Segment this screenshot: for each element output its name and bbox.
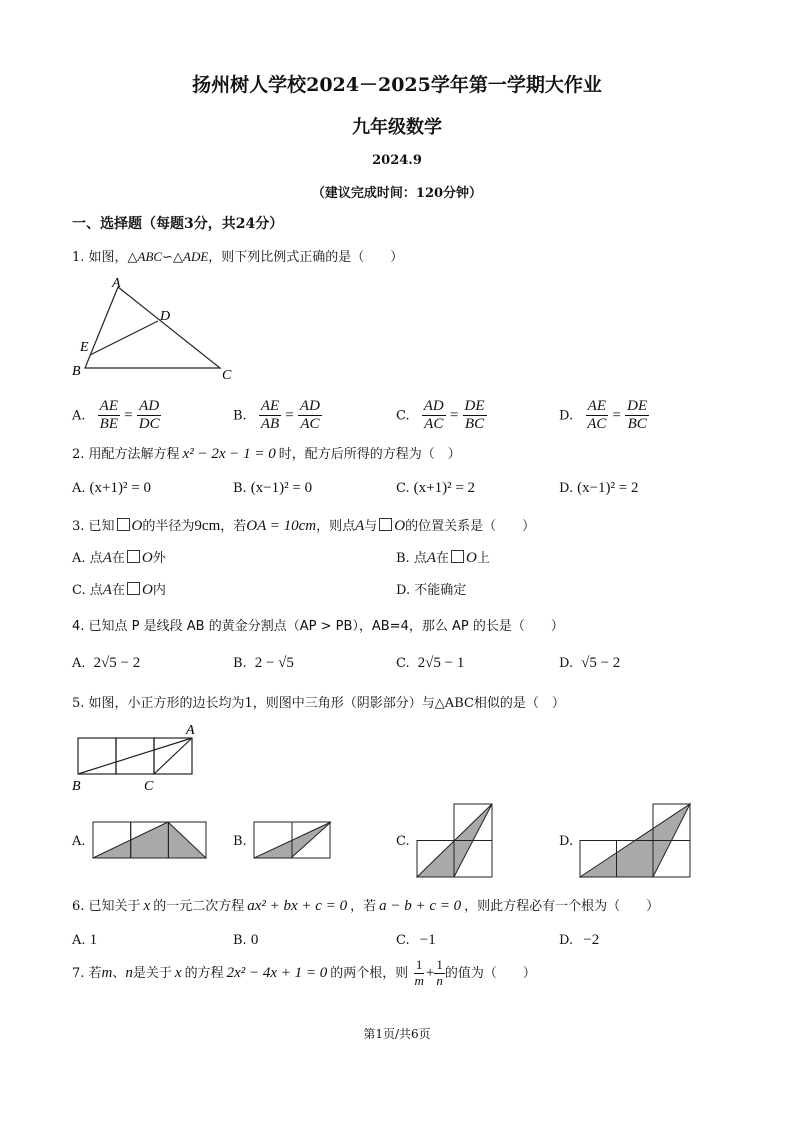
label-a: A [186,723,195,738]
q6-option-b[interactable] [233,932,258,949]
option-label: D. [559,481,574,496]
q1-ade: ADE [183,249,209,264]
frac-num: AE [586,398,608,416]
option-point: A [102,550,112,566]
option-text: 外 [152,551,166,566]
q1-option-d[interactable]: D. $\frac{AE}{AC}$ = $\frac{DE}{BC}$ [559,398,648,433]
section-title: 一、选择题（每题3分，共24分） [72,216,284,232]
q3-option-d[interactable] [396,579,466,598]
q7-text-d: 的两个根，则 [330,965,409,981]
frac-num: DE [625,398,649,416]
q7-text-a: 7. 若 [72,965,102,981]
exam-date: 2024.9 [372,153,422,168]
label-a: A [112,276,121,291]
label-d: D [160,309,171,324]
q2-option-d[interactable] [559,480,639,497]
q5-option-d-figure[interactable] [579,802,693,880]
q7-equation: 2x² − 4x + 1 = 0 [226,964,328,981]
option-label: C. [396,408,410,424]
frac-num: AE [259,398,281,416]
q3-text-f: 的位置关系是（ ） [405,519,536,534]
frac-den: DC [138,416,160,433]
q5-option-d-label[interactable]: D. [559,834,574,849]
subject-title: 九年级数学 [352,117,442,138]
q7-text-e: 的值为（ ） [444,965,536,981]
option-label: C. [72,583,86,598]
q3-option-b[interactable] [396,547,490,567]
label-e: E [80,340,89,355]
option-label: D. [559,408,574,424]
option-value: 2 − √5 [254,655,294,671]
page-footer: 第1页/共6页 [363,1027,431,1041]
q6-option-c[interactable] [396,932,436,949]
option-point: A [426,550,437,566]
frac-num: DE [463,398,487,416]
option-text: 点 [89,551,103,566]
question-4: 4. 已知点 P 是线段 AB 的黄金分割点（AP > PB），AB=4，那么 AP 的长是（ ） [72,619,564,634]
q6-text-a: 6. 已知关于 [72,899,141,914]
option-label: B. [233,481,247,496]
option-point: A [102,582,112,598]
q2-option-c[interactable] [396,480,475,497]
q7-sep: 、 [112,965,126,981]
option-value: 0 [250,932,259,948]
option-o: O [466,550,477,566]
q4-option-a[interactable] [72,655,140,672]
frac-den: BE [99,416,118,433]
frac-den: BC [464,416,485,433]
question-6 [72,895,659,915]
option-value: 1 [89,932,98,948]
option-label: C. [396,481,410,496]
q3-o: O [131,518,143,534]
option-value: √5 − 2 [581,655,621,671]
option-label: D. [559,656,574,671]
option-value: −1 [419,932,436,948]
segment-de [90,321,158,355]
frac-den: BC [627,416,647,433]
q3-o: O [394,518,406,534]
label-c: C [222,368,232,383]
q4-option-c[interactable] [396,655,464,672]
frac-den: m [414,972,424,988]
q3-option-a[interactable] [72,547,166,567]
q1-option-a[interactable]: A. $\frac{AE}{BE}$ = $\frac{AD}{DC}$ [72,398,160,433]
option-text: 点 [89,583,103,598]
option-label: C. [396,656,410,671]
q1-sim: ∽△ [162,250,183,265]
option-label: B. [233,408,247,424]
q2-text-a: 2. 用配方法解方程 [72,447,180,462]
q3-option-c[interactable] [72,579,166,599]
q7-text-c: 的方程 [184,965,224,981]
q6-text-b: 的一元二次方程 [153,899,245,914]
q1-option-b[interactable]: B. $\frac{AE}{AB}$ = $\frac{AD}{AC}$ [233,398,320,433]
q3-text-c: ，若 [220,519,247,534]
option-label: A. [72,551,86,566]
q5-option-a-label[interactable]: A. [72,834,86,849]
frac-num: AE [98,398,120,416]
label-b: B [72,364,81,379]
q7-m: m [101,964,113,981]
question-1 [72,246,403,265]
option-o: O [141,550,153,566]
label-c: C [144,779,154,794]
q7-plus: + [425,964,435,981]
q6-text-c: ，若 [350,899,377,914]
q2-option-a[interactable] [72,480,151,497]
q5-option-b-figure[interactable] [253,820,333,860]
option-label: B. [233,933,247,948]
q1-abc: ABC [137,249,163,264]
frac-num: AD [422,398,446,416]
q5-option-c-label[interactable]: C. [396,834,410,849]
q2-text-b: 时，配方后所得的方程为（ ） [278,447,461,462]
q3-text-a: 3. 已知 [72,519,115,534]
option-value: (x+1)² = 0 [89,480,151,496]
q3-text-b: 的半径为 [142,519,195,534]
q4-option-b[interactable] [233,655,294,672]
q3-oa: OA = 10cm [246,518,317,534]
q7-text-b: 是关于 [132,965,172,981]
option-text: 点 [413,551,427,566]
option-value: (x−1)² = 2 [577,480,639,496]
q2-option-b[interactable] [233,480,312,497]
option-label: A. [72,481,86,496]
option-value: (x−1)² = 0 [250,480,313,496]
exam-title: 扬州树人学校2024－2025学年第一学期大作业 [192,74,602,96]
q2-equation: x² − 2x − 1 = 0 [182,446,276,462]
q6-text-d: ，则此方程必有一个根为（ ） [464,899,660,914]
option-value: −2 [583,932,600,948]
q1-text-b: ，则下列比例式正确的是（ ） [208,250,404,265]
q6-x: x [143,898,151,914]
q1-option-c[interactable]: C. $\frac{AD}{AC}$ = $\frac{DE}{BC}$ [396,398,485,433]
q3-radius: 9cm [194,518,221,534]
frac-den: AB [260,416,280,433]
circle-symbol-icon [451,550,464,563]
question-3 [72,515,535,535]
q7-x: x [174,964,182,981]
frac-num: AD [137,398,161,416]
question-7 [72,958,536,989]
label-b: B [72,779,81,794]
option-label: D. [396,583,411,598]
q1-triangle-figure [70,275,250,385]
q5-main-figure [70,720,210,795]
option-value: 2√5 − 2 [93,655,141,671]
q3-a: A [355,518,365,534]
option-label: A. [72,408,86,424]
frac-den: n [436,972,443,988]
q4-option-d[interactable] [559,655,620,672]
option-label: D. [559,933,574,948]
q1-text-a: 1. 如图，△ [72,250,138,265]
q7-n: n [125,964,133,981]
option-value: (x+1)² = 2 [413,480,476,496]
time-note: （建议完成时间：120分钟） [311,186,483,201]
frac-den: AC [300,416,320,433]
circle-symbol-icon [379,518,392,531]
circle-symbol-icon [127,550,140,563]
option-text: 在 [111,551,125,566]
q6-condition: a − b + c = 0 [379,898,462,914]
circle-symbol-icon [127,582,140,595]
frac-den: AC [424,416,444,433]
option-value: 2√5 − 1 [417,655,465,671]
question-2 [72,443,461,463]
option-text: 不能确定 [414,583,467,598]
option-label: A. [72,656,86,671]
option-text: 在 [436,551,450,566]
option-o: O [141,582,153,598]
triangle-abc [85,287,220,368]
q5-option-c-figure[interactable] [416,802,496,880]
q6-option-a[interactable] [72,932,97,949]
option-text: 上 [476,551,490,566]
frac-num: 1 [415,957,423,972]
q6-equation: ax² + bx + c = 0 [247,898,348,914]
q6-option-d[interactable] [559,932,599,949]
q5-option-b-label[interactable]: B. [233,834,247,849]
frac-num: AD [298,398,322,416]
option-text: 在 [111,583,125,598]
q5-option-a-figure[interactable] [92,820,208,860]
circle-symbol-icon [117,518,130,531]
option-label: C. [396,933,410,948]
option-text: 内 [152,583,166,598]
q3-text-d: ，则点 [316,519,356,534]
option-label: B. [233,656,247,671]
option-label: B. [396,551,410,566]
question-5: 5. 如图，小正方形的边长均为1，则图中三角形（阴影部分）与△ABC相似的是（ ） [72,696,565,711]
frac-den: AC [587,416,607,433]
option-label: A. [72,933,86,948]
q3-text-e: 与 [364,519,378,534]
frac-num: 1 [436,957,443,972]
